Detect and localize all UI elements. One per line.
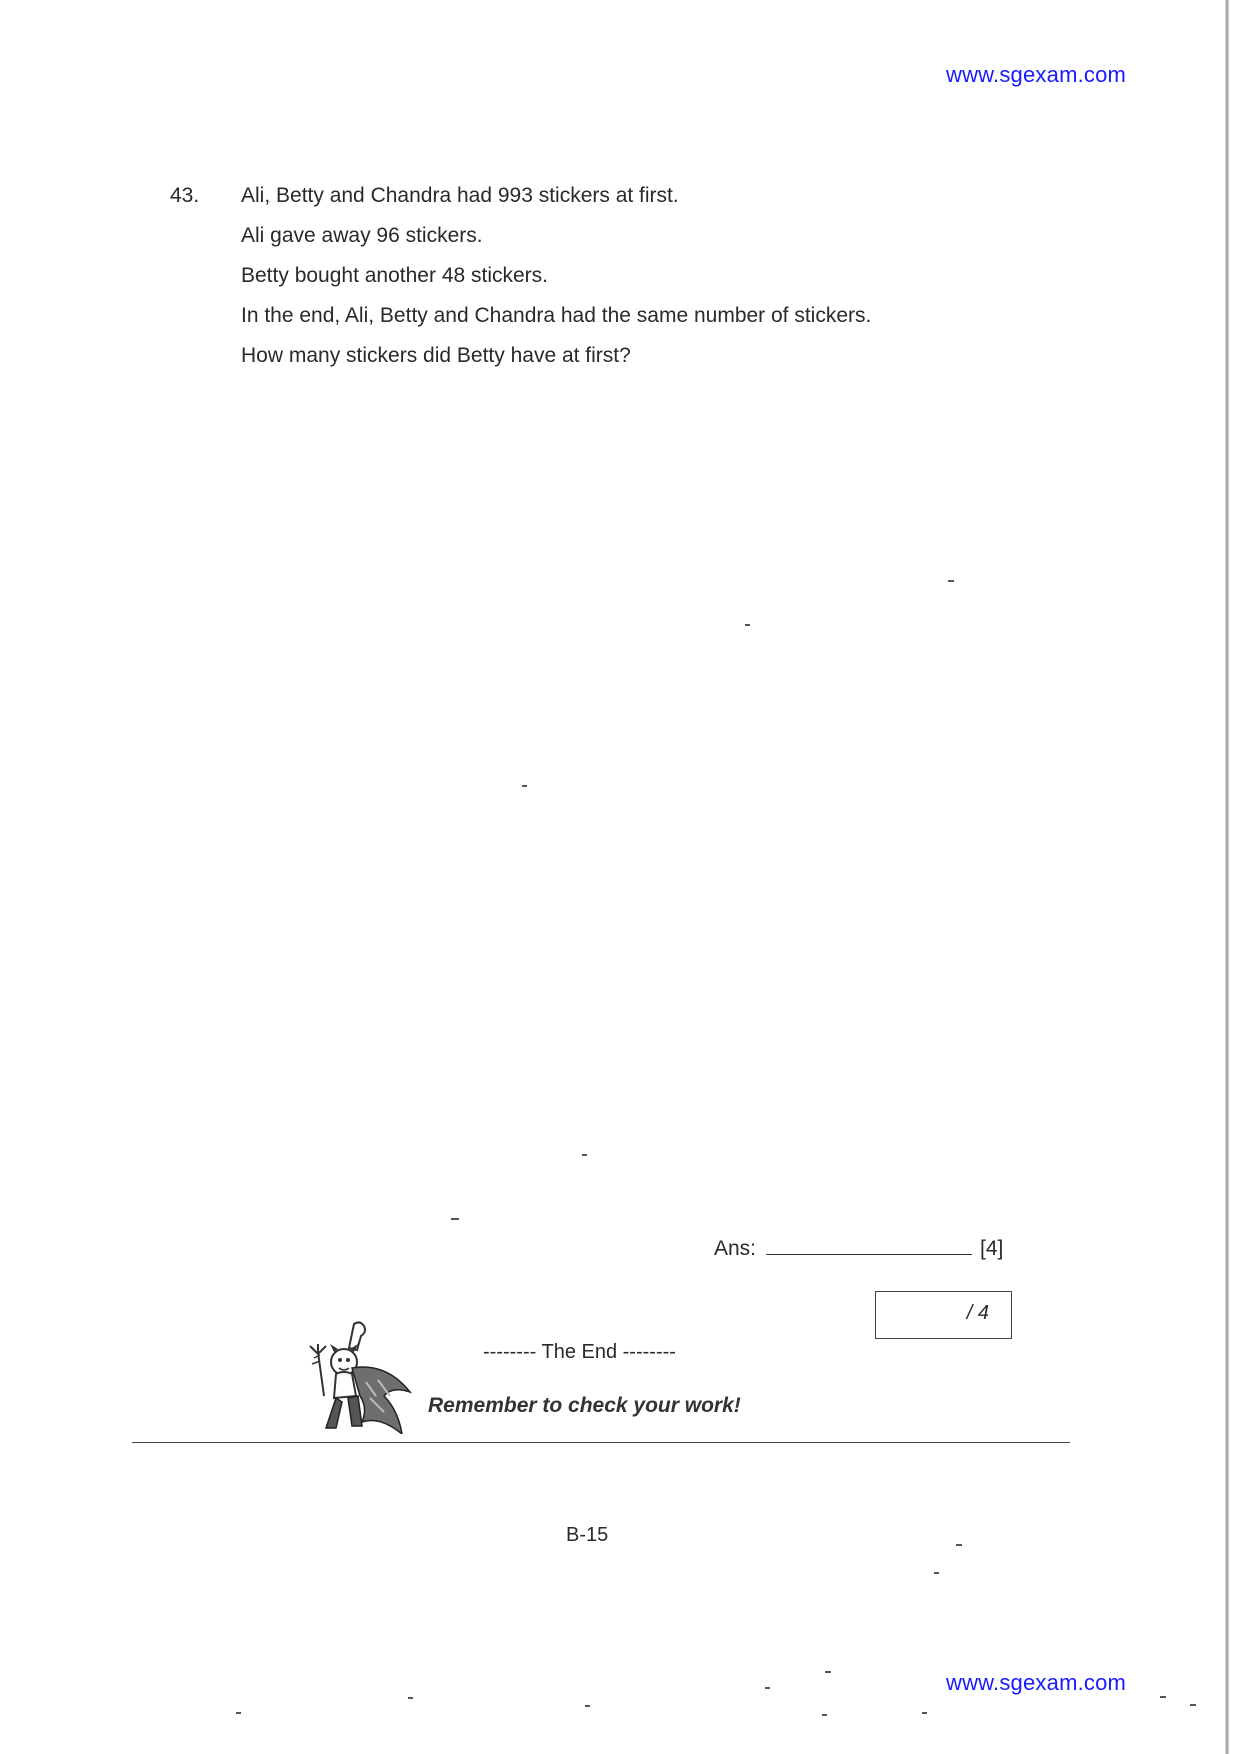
scan-speck [822, 1714, 827, 1716]
scan-speck [765, 1687, 770, 1689]
answer-row [714, 1236, 1003, 1261]
scan-speck [825, 1671, 831, 1673]
scan-speck [451, 1218, 459, 1220]
answer-marks: [4] [980, 1237, 1004, 1260]
footer-divider [132, 1442, 1070, 1443]
scan-speck [922, 1712, 927, 1714]
scan-speck [745, 624, 750, 626]
site-link-bottom[interactable]: www.sgexam.com [946, 1670, 1127, 1695]
scan-speck [1160, 1696, 1166, 1698]
site-link-top[interactable]: www.sgexam.com [946, 62, 1127, 87]
scan-edge [1225, 0, 1229, 1754]
question-number: 43. [170, 184, 200, 207]
question-text [241, 184, 1141, 384]
question-line: Betty bought another 48 stickers. [241, 264, 549, 287]
score-box[interactable] [875, 1291, 1012, 1339]
question-line: In the end, Ali, Betty and Chandra had the same number of stickers. [241, 304, 872, 327]
question-line: How many stickers did Betty have at first? [241, 344, 631, 367]
page-number: B-15 [566, 1524, 609, 1546]
scan-speck [934, 1572, 939, 1574]
score-total: / 4 [966, 1302, 989, 1324]
question-line: Ali, Betty and Chandra had 993 stickers at first. [241, 184, 679, 207]
scan-speck [956, 1544, 962, 1546]
scan-speck [522, 785, 527, 787]
answer-blank[interactable] [766, 1236, 972, 1255]
answer-label: Ans: [714, 1237, 757, 1260]
mascot-icon [300, 1318, 420, 1434]
question-line: Ali gave away 96 stickers. [241, 224, 483, 247]
scan-speck [1190, 1704, 1196, 1706]
the-end-text: -------- The End -------- [483, 1341, 676, 1363]
scan-speck [585, 1705, 590, 1707]
scan-speck [408, 1697, 413, 1699]
scan-speck [948, 580, 954, 582]
scan-speck [236, 1712, 241, 1714]
scan-speck [582, 1154, 587, 1156]
remember-text: Remember to check your work! [428, 1394, 741, 1417]
